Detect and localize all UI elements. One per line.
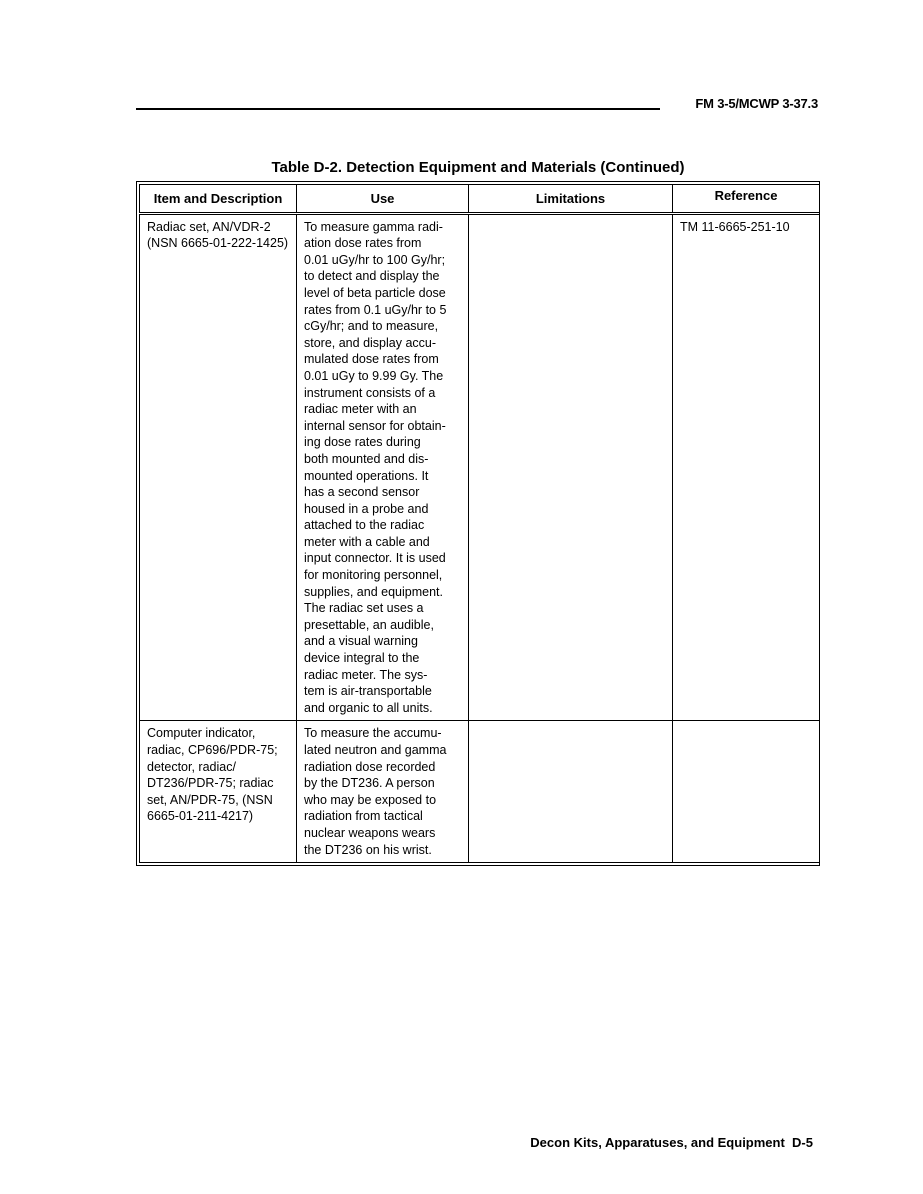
table-frame — [136, 181, 820, 866]
item-description-cell: Computer indicator, radiac, CP696/PDR-75; detector, radiac/ DT236/PDR-75; radiac set, AN/PDR-75, (NSN 6665-01-211-4217) — [140, 721, 297, 863]
table-row — [140, 213, 820, 721]
reference-cell — [673, 721, 820, 863]
reference-cell: TM 11-6665-251-10 — [673, 213, 820, 721]
column-header-use: Use — [297, 185, 469, 214]
use-cell: To measure the accumu- lated neutron and gamma radiation dose recorded by the DT236. A person who may be exposed to radiation from tactical nuclear weapons wears the DT236 on his wrist. — [297, 721, 469, 863]
item-description-cell: Radiac set, AN/VDR-2 (NSN 6665-01-222-1425) — [140, 213, 297, 721]
footer-section-title: Decon Kits, Apparatuses, and Equipment — [530, 1135, 785, 1150]
page-number: D-5 — [792, 1135, 813, 1150]
detection-equipment-table — [139, 184, 820, 863]
use-cell: To measure gamma radi- ation dose rates from 0.01 uGy/hr to 100 Gy/hr; to detect and display the level of beta particle dose rates from 0.1 uGy/hr to 5 cGy/hr; and to measure, store, and display accu- mulated dose rates from 0.01 uGy to 9.99 Gy. The instrument consists of a radiac meter with an internal sensor for obtain- ing dose rates during both mounted and dis- mounted operations. It has a second sensor housed in a probe and attached to the radiac meter with a cable and input connector. It is used for monitoring personnel, supplies, and equipment. The radiac set uses a presettable, an audible, and a visual warning device integral to the radiac meter. The sys- tem is air-transportable and organic to all units. — [297, 213, 469, 721]
document-code: FM 3-5/MCWP 3-37.3 — [695, 96, 818, 111]
table-row — [140, 721, 820, 863]
column-header-limitations: Limitations — [469, 185, 673, 214]
header-rule — [136, 108, 660, 110]
table-header-row — [140, 185, 820, 214]
limitations-cell — [469, 213, 673, 721]
column-header-item: Item and Description — [140, 185, 297, 214]
column-header-reference: Reference — [673, 185, 820, 214]
table-title: Table D-2. Detection Equipment and Materials (Continued) — [271, 159, 685, 176]
limitations-cell — [469, 721, 673, 863]
page-footer — [530, 1135, 813, 1150]
